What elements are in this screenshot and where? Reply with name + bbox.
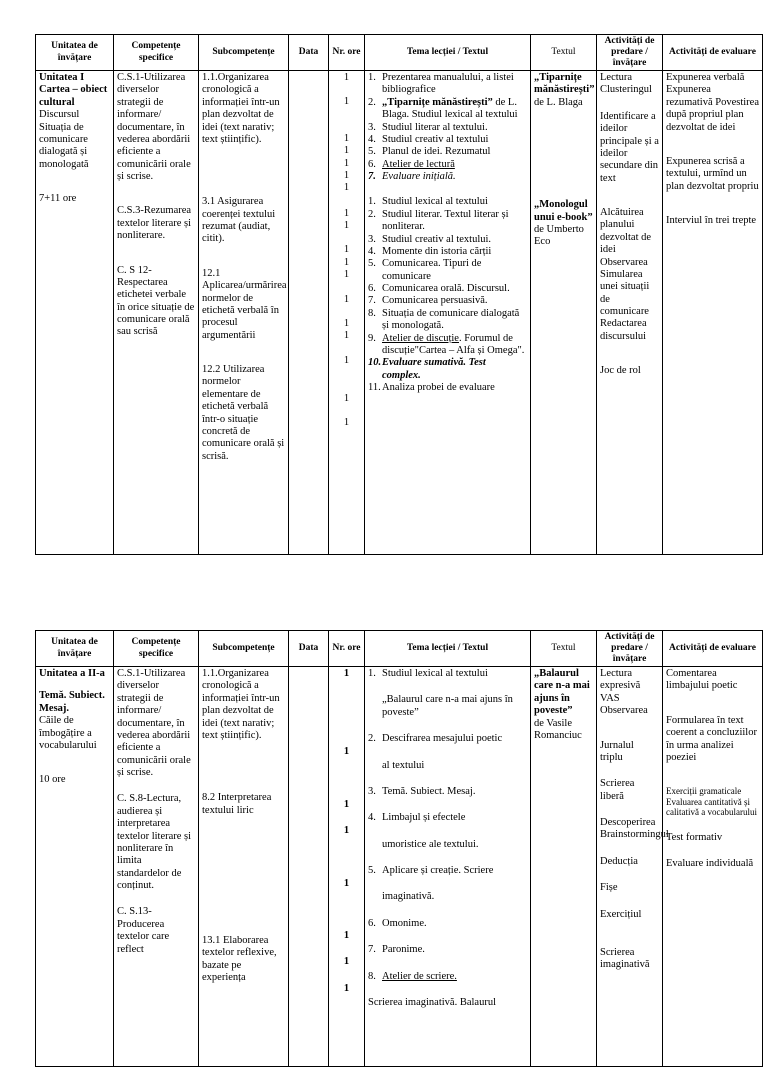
hour-value: 1 — [343, 293, 350, 305]
subcompetence: 1.1.Organizarea cronologică a informației într-un plan dezvoltat de idei (text narativ; text științific). — [202, 72, 280, 145]
hour-value: 1 — [343, 256, 350, 268]
header-teaching: Activități de predare / învățare — [597, 631, 663, 667]
unit-subtitle: Temă. Subiect. Mesaj. — [39, 690, 105, 714]
hour-value: 1 — [343, 72, 350, 83]
header-date: Data — [289, 631, 329, 667]
header-evaluation: Activități de evaluare — [663, 631, 763, 667]
list-item: 7. Paronime. — [368, 944, 425, 956]
hour-value: 1 — [343, 825, 350, 837]
header-evaluation: Activități de evaluare — [663, 35, 763, 71]
hour-value: 1 — [343, 798, 350, 810]
table-row — [36, 71, 763, 555]
hour-value: 1 — [343, 354, 350, 366]
teaching-activity: Fișe — [600, 882, 618, 894]
list-item: 2. Studiul literar. Textul literar și nonliterar. — [368, 208, 509, 233]
table-header-row — [36, 631, 763, 667]
hour-value: 1 — [343, 330, 350, 342]
competence: C.S.3-Rezumarea textelor literare și nonliterare. — [117, 205, 192, 242]
hour-value: 1 — [343, 132, 350, 144]
teaching-activity: Exercițiul — [600, 908, 642, 920]
teaching-activity: Scrierea imaginativă — [600, 946, 650, 971]
header-competences: Competențe specifice — [114, 631, 199, 667]
header-hours: Nr. ore — [329, 631, 365, 667]
header-text: Textul — [531, 631, 597, 667]
list-item: 2. „Tiparnițe mănăstirești” de L. Blaga. Studiul lexical al textului — [368, 96, 518, 121]
hour-value: 1 — [343, 145, 350, 157]
list-item: 5. Planul de idei. Rezumatul — [368, 146, 491, 158]
teaching-activity: Deducția — [600, 855, 638, 867]
header-lesson-theme: Tema lecției / Textul — [365, 35, 531, 71]
table-header-row — [36, 35, 763, 71]
evaluation-activity: Test formativ — [666, 832, 723, 844]
table-row — [36, 667, 763, 1067]
teaching-activity: Alcătuirea planului dezvoltat de idei Observarea Simularea unei situații de comunicare Redactarea discursului — [600, 207, 652, 342]
hour-value: 1 — [343, 182, 350, 194]
list-item: 10. Evaluare sumativă. Test complex. — [368, 357, 486, 381]
text-author: de Vasile Romanciuc — [534, 717, 582, 741]
date-cell — [289, 667, 329, 1067]
hour-value: 1 — [343, 877, 350, 889]
hour-value: 1 — [343, 956, 350, 968]
header-hours: Nr. ore — [329, 35, 365, 71]
hours-cell — [329, 667, 365, 1067]
teaching-cell — [597, 667, 669, 1067]
hour-value: 1 — [343, 417, 350, 429]
list-item: 1. Studiul lexical al textului „Balaurul care n-a mai ajuns în poveste” — [368, 668, 513, 718]
date-cell — [289, 71, 329, 555]
list-item: 6. Omonime. — [368, 917, 427, 929]
unit-hours: 10 ore — [39, 774, 66, 786]
competence: C. S.13-Producerea textelor care reflect — [117, 906, 170, 955]
hours-cell — [329, 71, 365, 555]
text-title: „Monologul unui e-book” — [534, 199, 593, 223]
text-cell — [531, 667, 597, 1067]
teaching-activity: Identificare a ideilor principale și a ideilor secundare din text — [600, 110, 659, 184]
unit-cell — [36, 667, 114, 1067]
evaluation-activity: Formularea în text coerent a concluziilor în urma analizei poeziei — [666, 714, 757, 763]
list-item: 3. Temă. Subiect. Mesaj. — [368, 785, 476, 797]
header-subcompetences: Subcompetențe — [199, 35, 289, 71]
subcompetence: 13.1 Elaborarea textelor reflexive, bazate pe experiența — [202, 935, 277, 984]
planning-table-2 — [35, 630, 763, 1067]
lesson-list — [368, 668, 527, 983]
competences-cell — [114, 71, 199, 555]
text-author: de L. Blaga — [534, 96, 583, 108]
teaching-activity: Lectura Clusteringul — [600, 72, 652, 96]
subcompetences-cell — [199, 71, 289, 555]
subcompetence: 1.1.Organizarea cronologică a informației într-un plan dezvoltat de idei (text narativ; text științific). — [202, 668, 280, 741]
teaching-activity: Joc de rol — [600, 365, 641, 377]
lesson-theme-cell — [365, 71, 531, 555]
header-unit: Unitatea de învățare — [36, 631, 114, 667]
hour-value: 1 — [343, 317, 350, 329]
unit-topic: Căile de îmbogățire a vocabularului — [39, 715, 97, 751]
unit-hours: 7+11 ore — [39, 193, 77, 204]
list-item: 1. Prezentarea manualului, a listei bibliografice — [368, 72, 514, 96]
list-item: 4. Limbajul și efectele umoristice ale textului. — [368, 812, 479, 850]
hour-value: 1 — [343, 269, 350, 281]
teaching-activity: Descoperirea Brainstormingul — [600, 817, 669, 841]
list-item: 7. Comunicarea persuasivă. — [368, 295, 488, 307]
text-title: „Tiparnițe mănăstirești” — [534, 72, 595, 96]
competences-cell — [114, 667, 199, 1067]
competence: C.S.1-Utilizarea diverselor strategii de informare/ documentare, în vederea abordării eficiente a comunicării orale și scrise. — [117, 72, 191, 182]
evaluation-activity: Expunerea scrisă a textului, urmînd un plan dezvoltat propriu — [666, 155, 759, 192]
header-subcompetences: Subcompetențe — [199, 631, 289, 667]
list-item: 3. Studiul literar al textului. — [368, 121, 488, 133]
list-item: 6. Comunicarea orală. Discursul. — [368, 283, 510, 294]
unit-title: Unitatea a II-a — [39, 668, 105, 679]
header-lesson-theme: Tema lecției / Textul — [365, 631, 531, 667]
lesson-list — [368, 196, 527, 394]
hour-value: 1 — [343, 746, 350, 758]
subcompetences-cell — [199, 667, 289, 1067]
subcompetence: 12.2 Utilizarea normelor elementare de etichetă verbală într-o situație concretă de comunicare orală și scrisă. — [202, 364, 285, 462]
header-unit: Unitatea de învățare — [36, 35, 114, 71]
competence: C.S.1-Utilizarea diverselor strategii de informare/ documentare, în vederea abordării eficiente a comunicării orale și scrise. — [117, 668, 191, 778]
hour-value: 1 — [343, 207, 350, 219]
evaluation-cell — [663, 71, 763, 555]
lesson-theme-cell — [365, 667, 531, 1067]
hour-value: 1 — [343, 157, 350, 169]
list-item: 1. Studiul lexical al textului — [368, 196, 488, 208]
evaluation-activity: Evaluare individuală — [666, 858, 754, 870]
planning-table-1 — [35, 34, 763, 555]
hour-value: 1 — [343, 220, 350, 231]
list-item: 8. Situația de comunicare dialogată și monologată. — [368, 307, 520, 332]
hour-value: 1 — [343, 393, 350, 404]
list-item: 3. Studiul creativ al textului. — [368, 233, 492, 245]
evaluation-activity: Comentarea limbajului poetic — [666, 668, 738, 692]
hour-value: 1 — [343, 169, 350, 181]
evaluation-cell — [663, 667, 763, 1067]
text-title: „Balaurul care n-a mai ajuns în poveste” — [534, 668, 590, 717]
evaluation-activity: Expunerea verbală Expunerea rezumativă Povestirea după propriul plan dezvoltat de idei — [666, 72, 760, 133]
subcompetence: 12.1 Aplicarea/urmărirea normelor de etichetă verbală în procesul argumentării — [202, 267, 287, 341]
list-item: 7. Evaluare inițială. — [368, 171, 456, 182]
list-item: 4. Studiul creativ al textului — [368, 133, 489, 145]
teaching-cell — [597, 71, 663, 555]
text-author: de Umberto Eco — [534, 223, 584, 248]
competence: C. S.8-Lectura, audierea și interpretarea textelor literare și nonliterare în limita standardelor de conținut. — [117, 793, 192, 891]
header-competences: Competențe specifice — [114, 35, 199, 71]
header-text: Textul — [531, 35, 597, 71]
list-item: 4. Momente din istoria cărții — [368, 245, 492, 257]
hour-value: 1 — [343, 929, 350, 941]
teaching-activity: Scrierea liberă — [600, 778, 635, 802]
list-item: 5. Aplicare și creație. Scriere imaginativă. — [368, 865, 494, 903]
hour-value: 1 — [343, 982, 350, 994]
hour-value: 1 — [343, 244, 350, 256]
teaching-activity: Jurnalul triplu — [600, 739, 634, 763]
subcompetence: 3.1 Asigurarea coerenței textului rezumat (audiat, citit). — [202, 196, 276, 245]
lesson-list — [368, 72, 527, 183]
evaluation-activity: Exerciții gramaticale Evaluarea cantitativă și calitativă a vocabularului — [666, 786, 757, 818]
subcompetence: 8.2 Interpretarea textului liric — [202, 792, 272, 816]
header-date: Data — [289, 35, 329, 71]
list-item: 11. Analiza probei de evaluare — [368, 382, 495, 393]
teaching-activity: Lectura expresivă VAS Observarea — [600, 668, 648, 717]
list-item: 5. Comunicarea. Tipuri de comunicare — [368, 258, 482, 282]
competence: C. S 12-Respectarea etichetei verbale în orice situație de comunicare orală sau scrisă — [117, 264, 195, 338]
hour-value: 1 — [343, 96, 350, 108]
text-cell — [531, 71, 597, 555]
list-item: 2. Descifrarea mesajului poetic al textului — [368, 733, 503, 771]
unit-cell — [36, 71, 114, 555]
list-item: 6. Atelier de lectură — [368, 158, 455, 170]
evaluation-activity: Interviul în trei trepte — [666, 215, 757, 226]
hour-value: 1 — [343, 668, 350, 679]
list-item: 9. Atelier de discuție. Forumul de discuție"Cartea – Alfa și Omega". — [368, 332, 525, 356]
lesson-tail: Scrierea imaginativă. Balaurul — [368, 996, 496, 1008]
list-item: 8. Atelier de scriere. — [368, 970, 457, 982]
unit-title: Unitatea I Cartea – obiect cultural — [39, 72, 108, 108]
header-teaching: Activități de predare / învățare — [597, 35, 663, 71]
unit-topic: Discursul Situația de comunicare dialogată și monologată — [39, 109, 89, 170]
